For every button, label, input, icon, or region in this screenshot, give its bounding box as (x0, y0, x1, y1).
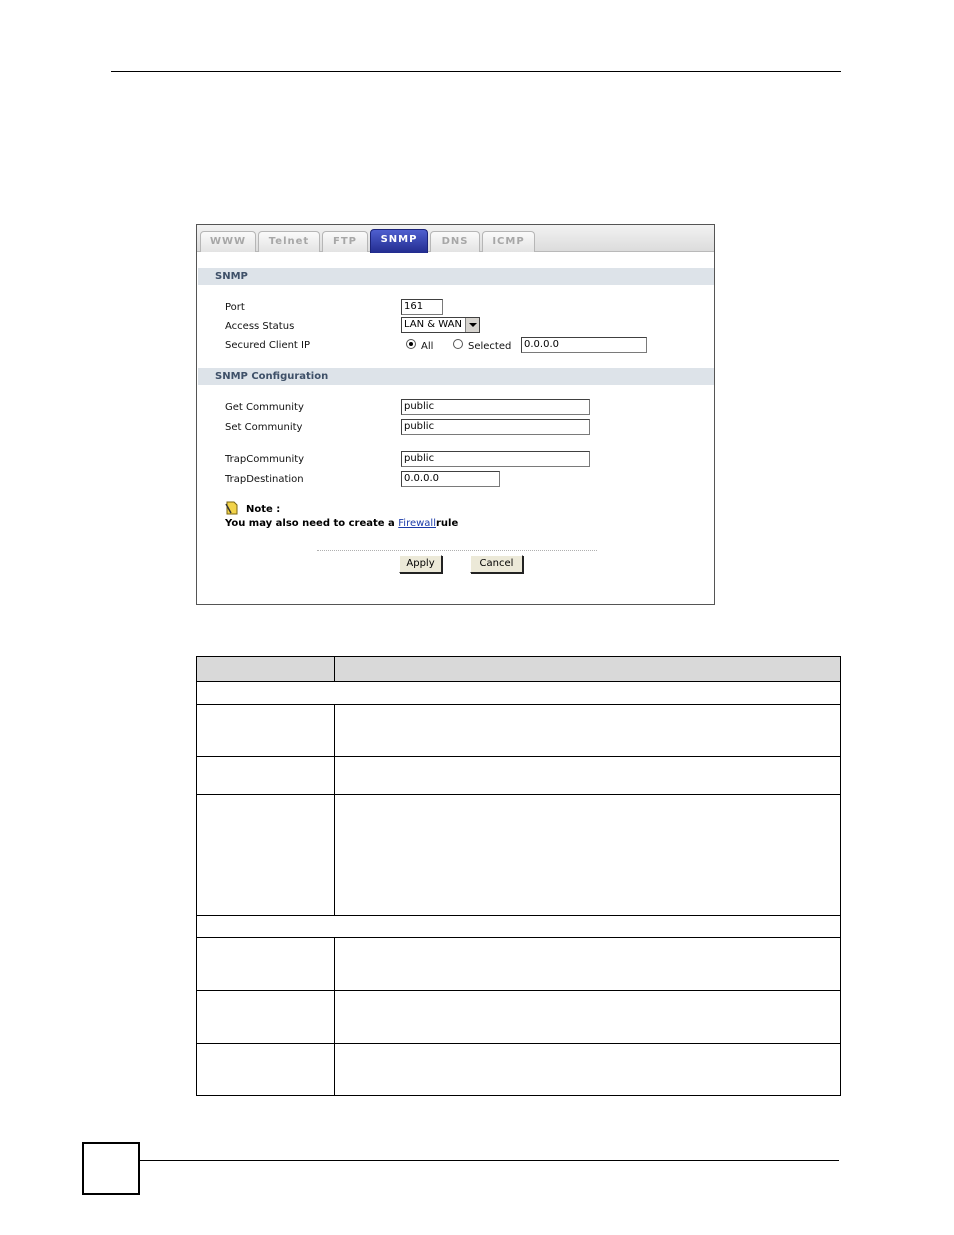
table-section-row (197, 915, 840, 937)
table-cell (197, 757, 335, 794)
note-icon (225, 501, 238, 515)
get-community-input[interactable]: public (401, 399, 590, 415)
table-cell (197, 991, 335, 1043)
tab-telnet[interactable]: Telnet (258, 231, 320, 252)
table-row (197, 990, 840, 1043)
get-community-label: Get Community (225, 402, 304, 413)
table-cell (197, 938, 335, 990)
access-status-label: Access Status (225, 321, 295, 332)
page-number-box (82, 1142, 140, 1195)
table-row (197, 1043, 840, 1095)
table-row (197, 704, 840, 756)
table-row (197, 794, 840, 915)
port-input[interactable]: 161 (401, 299, 443, 315)
secured-client-ip-label: Secured Client IP (225, 340, 311, 351)
table-cell (197, 705, 335, 756)
table-cell (197, 795, 335, 915)
access-status-select[interactable] (401, 317, 480, 333)
note-title: Note : (246, 504, 281, 515)
page-bottom-rule (140, 1160, 839, 1161)
cancel-button[interactable]: Cancel (470, 555, 523, 573)
tab-icmp[interactable]: ICMP (482, 231, 535, 252)
set-community-input[interactable]: public (401, 419, 590, 435)
tab-dns[interactable]: DNS (430, 231, 480, 252)
set-community-label: Set Community (225, 422, 303, 433)
tab-www[interactable]: WWW (200, 231, 256, 252)
apply-button[interactable]: Apply (399, 555, 442, 573)
table-header-row (197, 657, 840, 681)
tab-bar (197, 225, 714, 252)
radio-selected[interactable] (453, 339, 463, 349)
note-text-after: rule (435, 518, 459, 529)
table-row (197, 937, 840, 990)
radio-all-label: All (421, 341, 434, 352)
snmp-section-header: SNMP (198, 268, 714, 285)
table-cell (197, 1044, 335, 1095)
snmp-config-section-header: SNMP Configuration (198, 368, 714, 385)
radio-selected-label: Selected (468, 341, 512, 352)
selected-ip-input[interactable]: 0.0.0.0 (521, 337, 647, 353)
field-description-table (196, 656, 841, 1096)
page-top-rule (111, 71, 841, 72)
access-status-value: LAN & WAN (404, 319, 462, 330)
table-row (197, 756, 840, 794)
snmp-screenshot (196, 224, 715, 605)
chevron-down-icon[interactable] (465, 318, 479, 332)
trap-destination-label: TrapDestination (225, 474, 304, 485)
port-label: Port (225, 302, 245, 313)
trap-destination-input[interactable]: 0.0.0.0 (401, 471, 500, 487)
tab-ftp[interactable]: FTP (322, 231, 368, 252)
trap-community-input[interactable]: public (401, 451, 590, 467)
radio-all[interactable] (406, 339, 416, 349)
firewall-link[interactable]: Firewall (398, 518, 436, 529)
table-section-row (197, 681, 840, 704)
table-header-cell (197, 657, 335, 681)
note-text-before: You may also need to create a (225, 518, 399, 529)
note-text (225, 518, 458, 529)
tab-snmp[interactable]: SNMP (370, 229, 428, 253)
trap-community-label: TrapCommunity (225, 454, 305, 465)
divider (317, 550, 597, 551)
